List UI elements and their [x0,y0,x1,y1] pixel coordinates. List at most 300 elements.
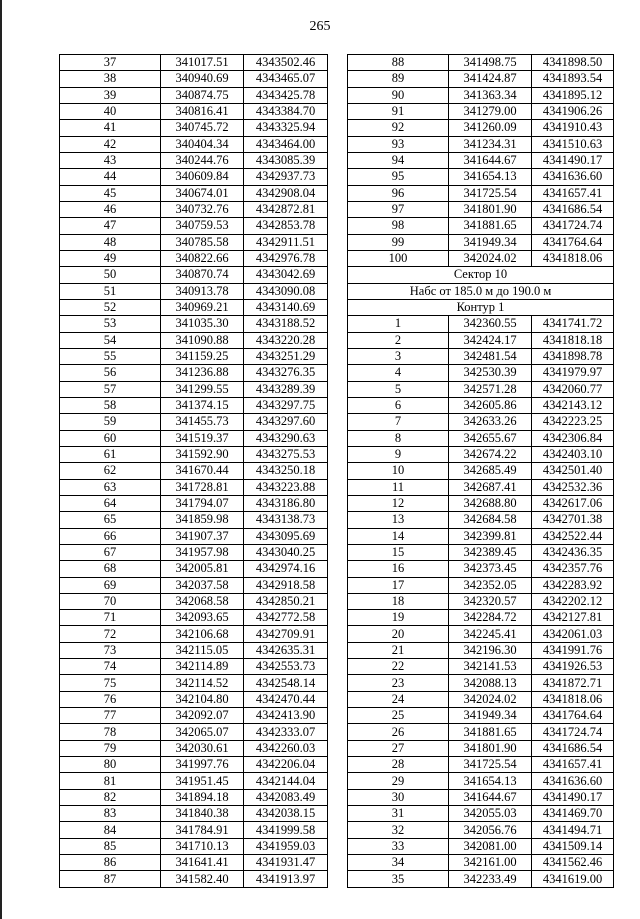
table-row [348,806,614,822]
y-coordinate-cell: 4341979.97 [532,365,614,381]
x-coordinate-cell: 340674.01 [161,185,244,201]
table-row [348,708,614,724]
table-row [348,642,614,658]
x-coordinate-cell: 342688.80 [449,495,532,511]
point-number-cell: 25 [348,708,449,724]
point-number-cell: 58 [60,397,161,413]
y-coordinate-cell: 4341469.70 [532,806,614,822]
y-coordinate-cell: 4342772.58 [244,610,328,626]
scan-edge-line [0,0,2,919]
point-number-cell: 94 [348,152,449,168]
x-coordinate-cell: 342141.53 [449,659,532,675]
x-coordinate-cell: 342571.28 [449,381,532,397]
point-number-cell: 86 [60,855,161,871]
table-row [60,152,328,168]
y-coordinate-cell: 4341686.54 [532,201,614,217]
point-number-cell: 51 [60,283,161,299]
x-coordinate-cell: 340940.69 [161,71,244,87]
x-coordinate-cell: 341728.81 [161,479,244,495]
x-coordinate-cell: 341260.09 [449,120,532,136]
x-coordinate-cell: 342030.61 [161,740,244,756]
point-number-cell: 98 [348,218,449,234]
table-row [348,838,614,854]
table-row [60,724,328,740]
point-number-cell: 93 [348,136,449,152]
point-number-cell: 13 [348,512,449,528]
y-coordinate-cell: 4342976.78 [244,250,328,266]
table-row [348,185,614,201]
x-coordinate-cell: 341710.13 [161,838,244,854]
x-coordinate-cell: 342081.00 [449,838,532,854]
table-row [60,675,328,691]
table-row [60,855,328,871]
y-coordinate-cell: 4342083.49 [244,789,328,805]
point-number-cell: 96 [348,185,449,201]
y-coordinate-cell: 4341818.06 [532,691,614,707]
x-coordinate-cell: 341236.88 [161,365,244,381]
y-coordinate-cell: 4343220.28 [244,332,328,348]
point-number-cell: 32 [348,822,449,838]
y-coordinate-cell: 4342872.81 [244,201,328,217]
x-coordinate-cell: 341951.45 [161,773,244,789]
table-row [348,87,614,103]
table-row [60,55,328,71]
table-row [60,267,328,283]
point-number-cell: 42 [60,136,161,152]
point-number-cell: 18 [348,593,449,609]
table-row [60,642,328,658]
y-coordinate-cell: 4343250.18 [244,463,328,479]
y-coordinate-cell: 4341636.60 [532,169,614,185]
y-coordinate-cell: 4343090.08 [244,283,328,299]
table-row [348,316,614,332]
x-coordinate-cell: 342605.86 [449,397,532,413]
table-row [60,283,328,299]
point-number-cell: 29 [348,773,449,789]
table-row [348,430,614,446]
table-row [348,250,614,266]
x-coordinate-cell: 341234.31 [449,136,532,152]
y-coordinate-cell: 4343276.35 [244,365,328,381]
point-number-cell: 8 [348,430,449,446]
point-number-cell: 50 [60,267,161,283]
x-coordinate-cell: 341725.54 [449,185,532,201]
table-row [60,806,328,822]
point-number-cell: 22 [348,659,449,675]
y-coordinate-cell: 4342470.44 [244,691,328,707]
x-coordinate-cell: 341090.88 [161,332,244,348]
coordinates-table-right-body [348,55,614,888]
x-coordinate-cell: 342088.13 [449,675,532,691]
point-number-cell: 1 [348,316,449,332]
x-coordinate-cell: 342114.52 [161,675,244,691]
y-coordinate-cell: 4342223.25 [532,414,614,430]
x-coordinate-cell: 341424.87 [449,71,532,87]
y-coordinate-cell: 4343085.39 [244,152,328,168]
y-coordinate-cell: 4342260.03 [244,740,328,756]
x-coordinate-cell: 341784.91 [161,822,244,838]
table-row [60,479,328,495]
table-row [60,299,328,315]
point-number-cell: 17 [348,577,449,593]
table-row [348,610,614,626]
y-coordinate-cell: 4341724.74 [532,218,614,234]
y-coordinate-cell: 4342501.40 [532,463,614,479]
table-row [60,528,328,544]
table-row [60,201,328,217]
table-row [60,381,328,397]
point-number-cell: 35 [348,871,449,887]
y-coordinate-cell: 4341926.53 [532,659,614,675]
y-coordinate-cell: 4343040.25 [244,544,328,560]
point-number-cell: 46 [60,201,161,217]
x-coordinate-cell: 340732.76 [161,201,244,217]
x-coordinate-cell: 342092.07 [161,708,244,724]
y-coordinate-cell: 4342436.35 [532,544,614,560]
y-coordinate-cell: 4341931.47 [244,855,328,871]
y-coordinate-cell: 4341657.41 [532,757,614,773]
point-number-cell: 57 [60,381,161,397]
table-row [60,169,328,185]
point-number-cell: 28 [348,757,449,773]
x-coordinate-cell: 341907.37 [161,528,244,544]
x-coordinate-cell: 342633.26 [449,414,532,430]
point-number-cell: 82 [60,789,161,805]
point-number-cell: 78 [60,724,161,740]
table-row [60,185,328,201]
x-coordinate-cell: 341641.41 [161,855,244,871]
y-coordinate-cell: 4342143.12 [532,397,614,413]
table-row [60,659,328,675]
y-coordinate-cell: 4342853.78 [244,218,328,234]
x-coordinate-cell: 342161.00 [449,855,532,871]
x-coordinate-cell: 342674.22 [449,446,532,462]
y-coordinate-cell: 4341913.97 [244,871,328,887]
y-coordinate-cell: 4342709.91 [244,626,328,642]
table-row [348,855,614,871]
table-row [348,789,614,805]
x-coordinate-cell: 342424.17 [449,332,532,348]
y-coordinate-cell: 4342635.31 [244,642,328,658]
y-coordinate-cell: 4341898.78 [532,348,614,364]
x-coordinate-cell: 342196.30 [449,642,532,658]
table-row [60,234,328,250]
x-coordinate-cell: 341363.34 [449,87,532,103]
point-number-cell: 47 [60,218,161,234]
table-row [60,218,328,234]
point-number-cell: 89 [348,71,449,87]
y-coordinate-cell: 4342522.44 [532,528,614,544]
table-row [60,463,328,479]
x-coordinate-cell: 341949.34 [449,234,532,250]
table-row [60,577,328,593]
coordinates-table-right [347,54,614,888]
table-row [348,773,614,789]
x-coordinate-cell: 342055.03 [449,806,532,822]
sector-depth-range-row [348,283,614,299]
y-coordinate-cell: 4341494.71 [532,822,614,838]
point-number-cell: 30 [348,789,449,805]
table-row [60,789,328,805]
table-row [60,838,328,854]
x-coordinate-cell: 342068.58 [161,593,244,609]
x-coordinate-cell: 340874.75 [161,87,244,103]
y-coordinate-cell: 4341657.41 [532,185,614,201]
y-coordinate-cell: 4342283.92 [532,577,614,593]
y-coordinate-cell: 4342548.14 [244,675,328,691]
point-number-cell: 27 [348,740,449,756]
y-coordinate-cell: 4342306.84 [532,430,614,446]
point-number-cell: 37 [60,55,161,71]
table-row [348,822,614,838]
table-row [348,397,614,413]
point-number-cell: 24 [348,691,449,707]
x-coordinate-cell: 340822.66 [161,250,244,266]
x-coordinate-cell: 342684.58 [449,512,532,528]
y-coordinate-cell: 4342908.04 [244,185,328,201]
table-row [348,659,614,675]
point-number-cell: 11 [348,479,449,495]
table-row [348,414,614,430]
y-coordinate-cell: 4342974.16 [244,561,328,577]
point-number-cell: 16 [348,561,449,577]
point-number-cell: 61 [60,446,161,462]
y-coordinate-cell: 4341741.72 [532,316,614,332]
point-number-cell: 87 [60,871,161,887]
x-coordinate-cell: 340913.78 [161,283,244,299]
x-coordinate-cell: 341840.38 [161,806,244,822]
y-coordinate-cell: 4343297.60 [244,414,328,430]
x-coordinate-cell: 340969.21 [161,299,244,315]
x-coordinate-cell: 342360.55 [449,316,532,332]
x-coordinate-cell: 342481.54 [449,348,532,364]
point-number-cell: 52 [60,299,161,315]
point-number-cell: 81 [60,773,161,789]
point-number-cell: 20 [348,626,449,642]
x-coordinate-cell: 342687.41 [449,479,532,495]
y-coordinate-cell: 4341636.60 [532,773,614,789]
x-coordinate-cell: 341592.90 [161,446,244,462]
y-coordinate-cell: 4343502.46 [244,55,328,71]
x-coordinate-cell: 342005.81 [161,561,244,577]
point-number-cell: 21 [348,642,449,658]
y-coordinate-cell: 4342202.12 [532,593,614,609]
x-coordinate-cell: 342530.39 [449,365,532,381]
table-row [348,528,614,544]
table-row [348,463,614,479]
x-coordinate-cell: 340870.74 [161,267,244,283]
y-coordinate-cell: 4343188.52 [244,316,328,332]
table-row [348,675,614,691]
point-number-cell: 92 [348,120,449,136]
table-row [348,234,614,250]
point-number-cell: 64 [60,495,161,511]
y-coordinate-cell: 4341872.71 [532,675,614,691]
table-row [348,871,614,887]
y-coordinate-cell: 4341724.74 [532,724,614,740]
y-coordinate-cell: 4341764.64 [532,708,614,724]
x-coordinate-cell: 342056.76 [449,822,532,838]
x-coordinate-cell: 341894.18 [161,789,244,805]
point-number-cell: 54 [60,332,161,348]
y-coordinate-cell: 4343290.63 [244,430,328,446]
table-row [348,544,614,560]
x-coordinate-cell: 341299.55 [161,381,244,397]
y-coordinate-cell: 4343275.53 [244,446,328,462]
point-number-cell: 75 [60,675,161,691]
x-coordinate-cell: 341159.25 [161,348,244,364]
x-coordinate-cell: 342233.49 [449,871,532,887]
point-number-cell: 91 [348,103,449,119]
table-row [348,169,614,185]
table-row [348,593,614,609]
x-coordinate-cell: 340244.76 [161,152,244,168]
table-row [60,626,328,642]
table-row [60,316,328,332]
point-number-cell: 39 [60,87,161,103]
point-number-cell: 12 [348,495,449,511]
point-number-cell: 10 [348,463,449,479]
y-coordinate-cell: 4341490.17 [532,152,614,168]
point-number-cell: 79 [60,740,161,756]
x-coordinate-cell: 340745.72 [161,120,244,136]
table-row [60,561,328,577]
x-coordinate-cell: 341455.73 [161,414,244,430]
y-coordinate-cell: 4341764.64 [532,234,614,250]
point-number-cell: 83 [60,806,161,822]
point-number-cell: 88 [348,55,449,71]
table-row [348,381,614,397]
contour-title-row [348,299,614,315]
table-row [348,332,614,348]
table-row [60,544,328,560]
x-coordinate-cell: 341498.75 [449,55,532,71]
point-number-cell: 9 [348,446,449,462]
point-number-cell: 40 [60,103,161,119]
point-number-cell: 43 [60,152,161,168]
point-number-cell: 77 [60,708,161,724]
table-row [348,201,614,217]
x-coordinate-cell: 341794.07 [161,495,244,511]
y-coordinate-cell: 4343138.73 [244,512,328,528]
table-row [348,136,614,152]
x-coordinate-cell: 342037.58 [161,577,244,593]
x-coordinate-cell: 342373.45 [449,561,532,577]
x-coordinate-cell: 342114.89 [161,659,244,675]
page-number: 265 [309,19,331,34]
x-coordinate-cell: 341859.98 [161,512,244,528]
x-coordinate-cell: 342655.67 [449,430,532,446]
table-row [60,136,328,152]
x-coordinate-cell: 342389.45 [449,544,532,560]
y-coordinate-cell: 4342937.73 [244,169,328,185]
x-coordinate-cell: 342104.80 [161,691,244,707]
x-coordinate-cell: 341374.15 [161,397,244,413]
y-coordinate-cell: 4342911.51 [244,234,328,250]
x-coordinate-cell: 342024.02 [449,250,532,266]
point-number-cell: 97 [348,201,449,217]
y-coordinate-cell: 4343186.80 [244,495,328,511]
table-row [348,71,614,87]
x-coordinate-cell: 342685.49 [449,463,532,479]
y-coordinate-cell: 4343223.88 [244,479,328,495]
x-coordinate-cell: 341644.67 [449,152,532,168]
y-coordinate-cell: 4341510.63 [532,136,614,152]
table-row [348,348,614,364]
y-coordinate-cell: 4341490.17 [532,789,614,805]
point-number-cell: 48 [60,234,161,250]
table-row [348,757,614,773]
table-row [60,365,328,381]
y-coordinate-cell: 4343140.69 [244,299,328,315]
point-number-cell: 19 [348,610,449,626]
point-number-cell: 84 [60,822,161,838]
x-coordinate-cell: 341949.34 [449,708,532,724]
coordinates-table-left-body [60,55,328,888]
table-row [60,691,328,707]
x-coordinate-cell: 340609.84 [161,169,244,185]
y-coordinate-cell: 4341619.00 [532,871,614,887]
table-row [348,495,614,511]
x-coordinate-cell: 341654.13 [449,773,532,789]
point-number-cell: 62 [60,463,161,479]
y-coordinate-cell: 4343251.29 [244,348,328,364]
y-coordinate-cell: 4343425.78 [244,87,328,103]
x-coordinate-cell: 341997.76 [161,757,244,773]
point-number-cell: 2 [348,332,449,348]
y-coordinate-cell: 4341895.12 [532,87,614,103]
y-coordinate-cell: 4341991.76 [532,642,614,658]
y-coordinate-cell: 4341893.54 [532,71,614,87]
sector-title: Сектор 10 [348,267,614,283]
point-number-cell: 44 [60,169,161,185]
y-coordinate-cell: 4341818.06 [532,250,614,266]
table-row [60,773,328,789]
x-coordinate-cell: 341881.65 [449,724,532,740]
x-coordinate-cell: 341654.13 [449,169,532,185]
table-row [348,218,614,234]
point-number-cell: 68 [60,561,161,577]
x-coordinate-cell: 340759.53 [161,218,244,234]
x-coordinate-cell: 342106.68 [161,626,244,642]
x-coordinate-cell: 342024.02 [449,691,532,707]
x-coordinate-cell: 342320.57 [449,593,532,609]
table-row [348,740,614,756]
table-row [348,103,614,119]
table-row [60,397,328,413]
y-coordinate-cell: 4343042.69 [244,267,328,283]
y-coordinate-cell: 4343325.94 [244,120,328,136]
x-coordinate-cell: 341957.98 [161,544,244,560]
point-number-cell: 95 [348,169,449,185]
y-coordinate-cell: 4342357.76 [532,561,614,577]
table-row [60,512,328,528]
table-row [60,495,328,511]
point-number-cell: 76 [60,691,161,707]
table-row [348,446,614,462]
coordinates-table-left [59,54,328,888]
point-number-cell: 31 [348,806,449,822]
point-number-cell: 4 [348,365,449,381]
point-number-cell: 67 [60,544,161,560]
point-number-cell: 59 [60,414,161,430]
y-coordinate-cell: 4342038.15 [244,806,328,822]
table-row [60,593,328,609]
y-coordinate-cell: 4343095.69 [244,528,328,544]
y-coordinate-cell: 4342918.58 [244,577,328,593]
table-row [60,871,328,887]
point-number-cell: 14 [348,528,449,544]
